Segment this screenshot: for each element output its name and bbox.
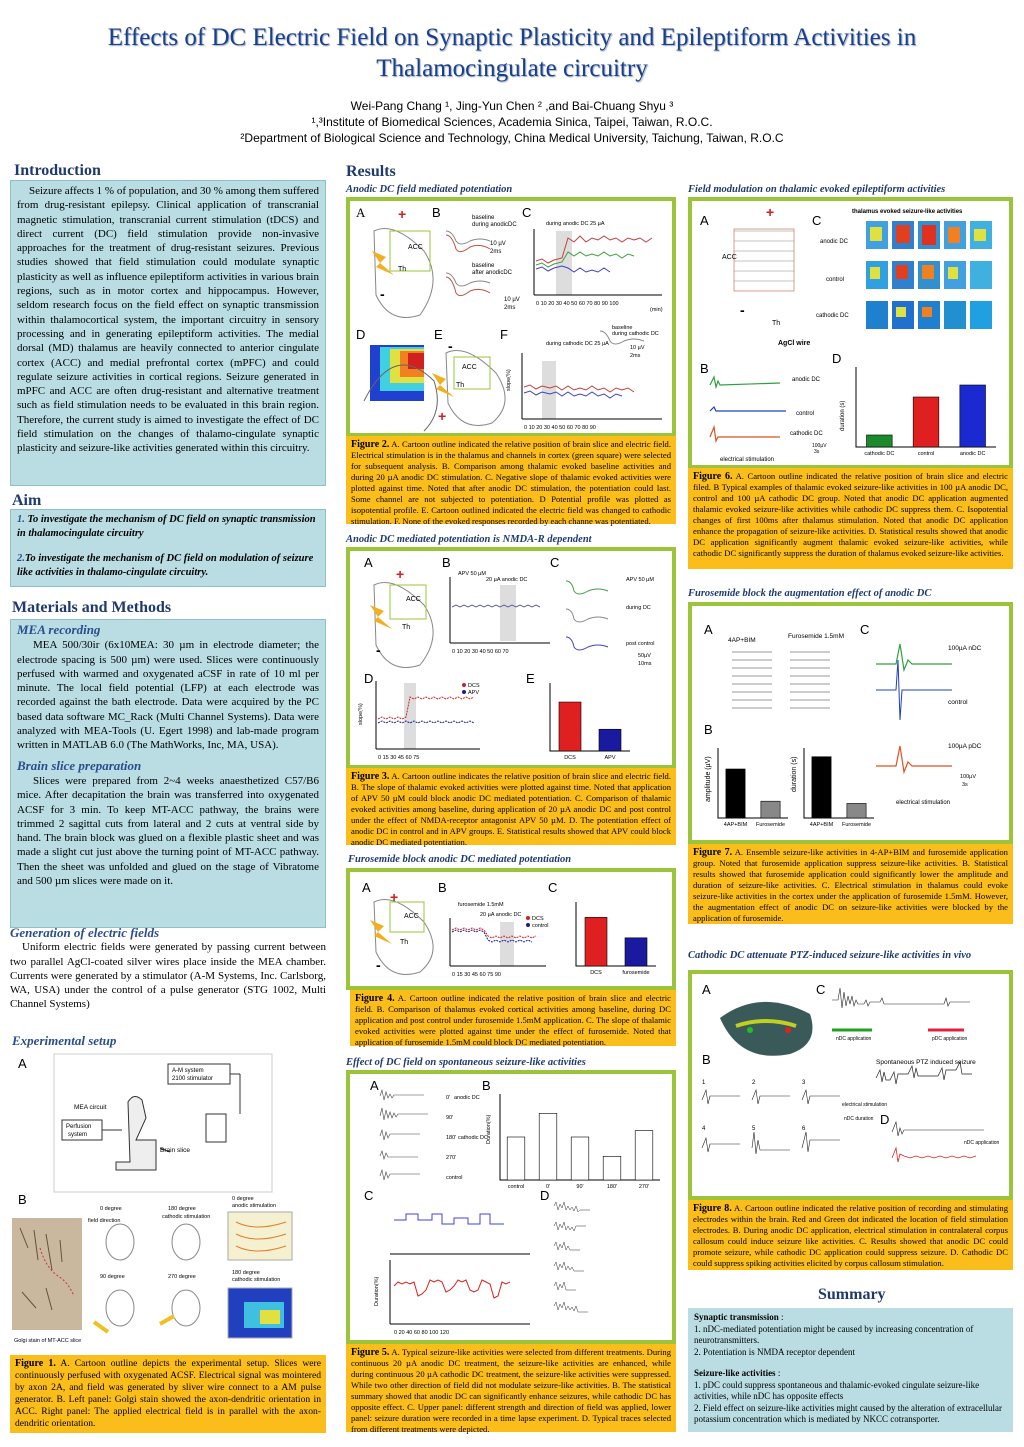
field-text: Uniform electric fields were generated by passing current between two parallel AgCl-coated silver wires place inside the MEA chamber. Currents were generated by a stimulator (A-M Systems, Inc. Carlsborg, WA, USA) under the control of a pulse generator (STG 1002, Multi Channel Systems) <box>10 941 326 1011</box>
svg-text:Th: Th <box>398 266 407 273</box>
svg-text:C: C <box>812 213 822 228</box>
fig5-bar-chart <box>500 1094 660 1190</box>
svg-text:3s: 3s <box>814 449 820 455</box>
svg-text:-: - <box>448 338 453 354</box>
svg-text:anodic DC: anodic DC <box>792 377 821 383</box>
svg-text:50µV: 50µV <box>638 653 651 659</box>
svg-text:ACC: ACC <box>462 364 477 371</box>
introduction-text: Seizure affects 1 % of population, and 30 % among them suffered from drug-resistant epilepsy. Clinical application of transcranial magnetic stimulation, transcranial current stimulation (tDCS) and direct current (DC) field stimulation provide non-invasive approaches for the treatment of drug-resistant seizures. Previous studies showed that field stimulation could modulate synaptic plasticity as well as influence epileptiform activities in various brain regions, such as in motor cortex and hippocampus. However, seldom research focus on the field effect on synaptic transmission within thalamocortical system, the important circuitry in sensory processing and in generating epileptiform activities. The medial dorsal (MD) thalamus are heavily connected to anterior cingulate cortex (ACC) and medial prefrontal cortex (mPFC) and could regulate seizure activities in cortical regions. Seizure generated in mPFC and ACC are often drug-resistant and alternative treatment such as field stimulation needs to be evaluated in this brain region. Therefore, the current study is aimed to investigate the effect of DC field stimulation on the changes of thalamo-cingulate synaptic plasticity and seizure-like activities generated within this circuitry. <box>10 180 326 486</box>
svg-text:during DC: during DC <box>626 605 651 611</box>
bar-1 <box>761 801 780 818</box>
svg-text:100µA pDC: 100µA pDC <box>948 743 982 750</box>
svg-text:control: control <box>948 699 968 706</box>
affiliation-1: ¹,³Institute of Biomedical Sciences, Academia Sinica, Taipei, Taiwan, R.O.C. <box>311 115 713 129</box>
bar-3 <box>603 1156 621 1180</box>
slice-outline-90 <box>106 1290 134 1326</box>
figure-3-graphic <box>350 551 672 765</box>
fig8-title: Cathodic DC attenuate PTZ-induced seizure-like activities in vivo <box>688 950 972 961</box>
slope-trace-2 <box>536 252 634 267</box>
svg-text:APV 50 µM: APV 50 µM <box>458 571 486 577</box>
bar-1 <box>539 1113 557 1180</box>
slice-outline-270 <box>172 1290 200 1326</box>
svg-text:+: + <box>766 204 775 220</box>
fig3-bar-chart <box>550 683 630 761</box>
svg-text:B: B <box>704 722 713 737</box>
cathodic-stim-label-2: cathodic stimulation <box>232 1277 281 1283</box>
svg-text:ACC: ACC <box>406 596 421 603</box>
svg-text:D: D <box>356 327 366 342</box>
svg-text:baseline: baseline <box>612 325 633 331</box>
fig7-title: Furosemide block the augmentation effect of anodic DC <box>688 588 932 599</box>
figure-6-graphic <box>692 201 1009 465</box>
bar-label-1: 0' <box>545 1184 551 1190</box>
svg-text:B: B <box>438 880 447 895</box>
svg-text:slope(%): slope(%) <box>358 703 364 725</box>
figure-7-panel <box>688 602 1013 844</box>
svg-text:nDC application: nDC application <box>964 1140 1000 1146</box>
svg-text:100µV: 100µV <box>812 443 827 449</box>
bar-label-2: anodic DC <box>959 451 986 457</box>
fig2-title: Anodic DC field mediated potentiation <box>346 184 513 195</box>
bar-label-4: 270' <box>638 1184 650 1190</box>
svg-text:during anodicDC: during anodicDC <box>472 222 517 228</box>
figure-1-graphic <box>10 1052 326 1352</box>
svg-text:D: D <box>364 671 374 686</box>
slice-outline-0 <box>106 1224 134 1260</box>
aim-item-2: 2.To investigate the mechanism of DC field on modulation of seizure like activities in thalamo-cingulate circuitry. <box>17 553 314 578</box>
svg-text:10 µV: 10 µV <box>504 297 520 303</box>
svg-text:0 10 20 30 40 50 60 70 80 90: 0 10 20 30 40 50 60 70 80 90 <box>524 425 596 431</box>
figure-5-graphic <box>350 1074 672 1340</box>
bar-4 <box>635 1131 653 1180</box>
aim-heading: Aim <box>12 492 42 509</box>
summary-heading: Summary <box>818 1286 886 1303</box>
svg-text:0 15 30 45 60 75 90: 0 15 30 45 60 75 90 <box>452 972 501 978</box>
svg-text:anodic DC: anodic DC <box>454 1095 480 1101</box>
affiliation-2: ²Department of Biological Science and Technology, China Medical University, Taichung, Taiwan, R.O.C <box>240 131 784 145</box>
svg-text:duration (s): duration (s) <box>791 756 798 792</box>
svg-text:0 20 40 60 80 100 120: 0 20 40 60 80 100 120 <box>394 1330 450 1336</box>
svg-text:DCS: DCS <box>532 916 544 922</box>
bar-1 <box>625 938 647 966</box>
bar-1 <box>599 729 621 751</box>
svg-text:2ms: 2ms <box>490 249 502 255</box>
svg-text:E: E <box>526 671 535 686</box>
figure-3-caption: Figure 3. A. Cartoon outline indicates the relative position of brain slice and electric field. B. The slope of thalamic evoked activities were plotted against time. Noted that application of APV 50 µM could block anodic DC mediated potentiation. C. Comparison of thalamic evoked activities among baseline, during application of 20 µA anodic DC and post control under the effect of NMDA-receptor antagonist APV 50 µM. D. The potentiation effect of anodic DC in control and in APV groups. E. Statistical results showed that APV could block anodic DC mediated potentiation. <box>346 768 676 845</box>
svg-text:+: + <box>438 408 447 424</box>
bar-label-0: DCS <box>590 970 602 976</box>
svg-text:4: 4 <box>702 1126 706 1132</box>
svg-text:A: A <box>704 622 713 637</box>
field-direction-label: field direction <box>88 1218 121 1224</box>
seizure-traces-d <box>554 1202 590 1312</box>
figure-2-caption: Figure 2. A. Cartoon outline indicated the relative position of brain slice and electric field. Electrical stimulation is in the thalamus and channels in cortex (green square) were selected for subsequent analysis. B. Comparison among thalamic evoked baseline activities and during 20 µA anodic DC stimulation. C. Negative slope of thalamic evoked activities were plotted against time. Noted that after anodic DC stimulation, the potentiation could last. Some channel are not subjected to potentiation. D Potential profile was plotted as isopotential profile. E. Cartoon outlined indicated the electric field was changed to cathodic stimulation. F. None of the evoked responses recorded by each channe was potentiated. <box>346 436 676 524</box>
figure-7-graphic <box>692 606 1009 840</box>
figure-5-panel <box>346 1070 676 1344</box>
bar-label-1: APV <box>604 755 616 761</box>
svg-text:post control: post control <box>626 641 655 647</box>
svg-text:+: + <box>390 889 399 905</box>
svg-text:electrical stimulation: electrical stimulation <box>720 457 775 463</box>
bar-0 <box>867 435 893 447</box>
bar-1 <box>913 397 939 447</box>
dc-protocol-trace <box>394 1214 504 1224</box>
fig6-title: Field modulation on thalamic evoked epileptiform activities <box>688 184 946 195</box>
svg-text:10ms: 10ms <box>638 661 652 667</box>
in-vivo-trace-c <box>832 988 970 1008</box>
methods-heading: Materials and Methods <box>12 599 172 616</box>
trace-baseline-1 <box>446 231 490 244</box>
anodic-stim-label: anodic stimulation <box>232 1203 277 1209</box>
figure-7-caption: Figure 7. A. Ensemble seizure-like activities in 4-AP+BIM and furosemide application group. Noted that furosemide application suppress seizure-like activities. B. Statistical results showed that furosemide application could significantly lower the amplitude and duration of seizure-like activities. C. Electrical stimulation in thalamus could evoke seizure-like activities in the cortex under the application of furosemide 1.5mM. However, the augmentation effect of anodic DC on seizure-like activities were blocked by the application of furosemide. <box>688 844 1013 924</box>
mea-text: MEA 500/30ir (6x10MEA: 30 µm in electrode diameter; the electrode spacing is 500 µm) were used. Slices were continuously perfused with warmed and oxygenated aCSF in rate of 10 ml per minute. The local field potential (LFP) at each electrode was recorded against the bath electrode. Data were acquired by the PC based data software MC_Rack (Multi Channel Systems). Data were analyzed with MEA-Tools (U. Egert 1998) and lab-made program written in MATLAB 6.0 (The MathWorks, Inc, MA, USA). <box>17 639 319 752</box>
bar-0 <box>726 769 745 818</box>
bar-label-1: Furosemide <box>755 822 786 828</box>
svg-text:B: B <box>482 1078 491 1093</box>
svg-text:baseline: baseline <box>472 263 495 269</box>
svg-text:-: - <box>376 957 381 973</box>
bar-2 <box>571 1137 589 1180</box>
slice-outline-180 <box>172 1224 200 1260</box>
svg-text:B: B <box>702 1052 711 1067</box>
svg-text:0 15 30 45 60 75: 0 15 30 45 60 75 <box>378 755 420 761</box>
svg-text:0': 0' <box>446 1095 451 1101</box>
svg-text:90': 90' <box>446 1115 454 1121</box>
bar-0 <box>559 702 581 751</box>
summary-box: Synaptic transmission : 1. nDC-mediated potentiation might be caused by increasing concentration of neurotransmitters. 2. Potentiation is NMDA receptor dependent Seizure-like activities : 1. pDC could suppress spontaneous and thalamic-evoked cingulate seizure-like activities, while nDC has opposite effects 2. Field effect on seizure-like activities might caused by the alteration of extracellular potassium concentration which is mediated by NKCC cotransporter. <box>688 1308 1013 1432</box>
ensemble-traces <box>732 652 830 708</box>
bar-label-2: 90' <box>576 1184 584 1190</box>
trace-after-anodic <box>446 277 490 296</box>
mea-heading: MEA recording <box>17 622 101 637</box>
svg-text:control: control <box>796 411 815 417</box>
svg-text:C: C <box>548 880 558 895</box>
svg-text:+: + <box>396 566 405 582</box>
svg-text:APV: APV <box>468 690 480 696</box>
svg-text:B: B <box>442 555 451 570</box>
svg-text:-: - <box>376 642 381 658</box>
svg-text:A: A <box>356 205 366 220</box>
slice-outline <box>374 229 433 318</box>
svg-text:0 10 20 30 40 50 60 70 80 90 1: 0 10 20 30 40 50 60 70 80 90 100 <box>536 301 619 307</box>
svg-text:ACC: ACC <box>408 244 423 251</box>
svg-text:furosemide 1.5mM: furosemide 1.5mM <box>458 902 504 908</box>
svg-text:E: E <box>434 327 443 342</box>
svg-text:2ms: 2ms <box>504 305 516 311</box>
figure-4-caption: Figure 4. A. Cartoon outline indicated the relative position of brain slice and electric field. B. Comparison of thalamus evoked cortical activities among baseline, during DC application and post control under furosemide 1.5mM application. C. The slope of thalamic evoked activities were plotted against time under the effect of furosemide. Noted that application of furosemide 1.5mM could block DC mediated potentiation. <box>350 990 676 1046</box>
svg-text:thalamus evoked seizure-like a: thalamus evoked seizure-like activities <box>852 209 963 215</box>
bar-label-3: 180' <box>606 1184 618 1190</box>
svg-text:20 µA anodic DC: 20 µA anodic DC <box>486 577 528 583</box>
authors-block <box>0 98 1024 146</box>
svg-text:20 µA anodic DC: 20 µA anodic DC <box>480 912 522 918</box>
field-heading: Generation of electric fields <box>10 925 160 940</box>
svg-text:slope(%): slope(%) <box>506 369 512 391</box>
cathodic-stim-label: cathodic stimulation <box>162 1214 211 1220</box>
figure-8-panel <box>688 970 1013 1200</box>
svg-text:3s: 3s <box>962 782 968 788</box>
slope-trace-1 <box>536 236 652 263</box>
introduction-heading: Introduction <box>14 162 101 179</box>
field-block <box>10 926 326 1012</box>
deg90-label: 90 degree <box>100 1274 125 1280</box>
svg-text:A: A <box>700 213 709 228</box>
svg-text:-: - <box>380 286 385 302</box>
svg-text:10 µV: 10 µV <box>490 241 506 247</box>
svg-text:Duration(%): Duration(%) <box>486 1114 492 1144</box>
svg-text:10 µV: 10 µV <box>630 345 645 351</box>
slice-heading: Brain slice preparation <box>17 757 142 773</box>
svg-text:Th: Th <box>456 382 465 389</box>
fig7-duration-chart <box>804 748 874 828</box>
svg-text:100µV: 100µV <box>960 774 977 780</box>
svg-text:D: D <box>832 351 842 366</box>
svg-text:A: A <box>370 1078 379 1093</box>
bar-label-0: DCS <box>564 755 576 761</box>
bar-2 <box>960 385 986 447</box>
svg-text:C: C <box>522 205 532 220</box>
svg-text:D: D <box>880 1112 890 1127</box>
svg-text:A: A <box>364 555 373 570</box>
aim-item-1: 1. To investigate the mechanism of DC field on synaptic transmission in thalamocingulate circuitry <box>17 514 316 539</box>
figure-2-graphic <box>350 201 672 433</box>
isopotential-map-1 <box>228 1212 292 1260</box>
stimulator-box <box>206 1114 226 1142</box>
figure-8-caption: Figure 8. A. Cartoon outline indicated the relative position of recording and stimulating electrodes within the brain. Red and Green dot indicated the location of field stimulation electrodes. B. During anodic DC application, electrical stimulation in contralateral corpus callosum could induce seizure like activities. C. Results showed that anodic DC could promote seizure, while cathodic DC application could suppress seizure. D. Cathodic DC could suppress spiking activities elicited by corpus callosum stimulation. <box>688 1200 1013 1270</box>
mea-circuit-label: MEA circuit <box>74 1104 107 1111</box>
svg-text:control: control <box>532 923 549 929</box>
svg-text:during anodic DC 25 µA: during anodic DC 25 µA <box>546 221 605 227</box>
deg270-label: 270 degree <box>168 1274 196 1280</box>
figure-1 <box>10 1052 326 1352</box>
svg-text:A: A <box>362 880 371 895</box>
trace-cathodic <box>710 427 780 441</box>
bar-label-0: control <box>507 1184 525 1190</box>
bar-label-1: furosemide <box>622 970 650 976</box>
trace-anodic-1 <box>446 235 490 252</box>
figure-4-panel <box>346 868 676 990</box>
svg-text:C: C <box>816 982 826 997</box>
golgi-label: Golgi stain of MT-ACC slice <box>14 1338 82 1344</box>
slice-text: Slices were prepared from 2~4 weeks anaesthetized C57/B6 mice. After decapitation the brain was transferred into oxygenated ACSF for 3 min. To keep MT-ACC pathway, the brains were trimmed 2 sagittal cuts from lateral and 2 cuts at ventral side by hand. The brain block was glued on a flexible plastic sheet and was made a slight cut just above the turning point of MT-ACC pathway. Then the sheet was unfolded and glued on the stage of Vibratome and 500 µm slices were made on it. <box>17 774 319 888</box>
fig4-title: Furosemide block anodic DC mediated potentiation <box>348 854 572 865</box>
svg-text:F: F <box>500 327 508 342</box>
figure-8-graphic <box>692 974 1009 1196</box>
deg180-label: 180 degree <box>168 1206 196 1212</box>
svg-text:DCS: DCS <box>468 683 480 689</box>
bar-label-0: 4AP+BIM <box>723 822 748 828</box>
svg-text:B: B <box>432 205 441 220</box>
svg-text:3: 3 <box>802 1080 806 1086</box>
brain-3d <box>720 1002 813 1056</box>
fig4-bar-chart <box>576 902 656 976</box>
svg-text:Th: Th <box>402 624 411 631</box>
seizure-traces-a <box>380 1090 428 1180</box>
svg-text:Furosemide 1.5mM: Furosemide 1.5mM <box>788 633 844 640</box>
svg-text:2: 2 <box>752 1080 756 1086</box>
bar-label-1: control <box>917 451 935 457</box>
duration-trace <box>394 1280 510 1298</box>
perfusion-label: Perfusion <box>66 1124 92 1130</box>
figure-3-panel <box>346 547 676 769</box>
svg-text:Th: Th <box>400 939 409 946</box>
svg-text:6: 6 <box>802 1126 806 1132</box>
slice-traces <box>734 231 794 281</box>
deg0-anodic-label: 0 degree <box>232 1196 254 1202</box>
system-label: system <box>68 1132 88 1138</box>
svg-text:270': 270' <box>446 1155 457 1161</box>
svg-text:C: C <box>860 622 870 637</box>
svg-text:duration (s): duration (s) <box>840 400 846 431</box>
fig5-title: Effect of DC field on spontaneous seizure-like activities <box>346 1057 586 1068</box>
bar-label-0: 4AP+BIM <box>809 822 834 828</box>
svg-text:cathodic DC: cathodic DC <box>816 313 849 319</box>
fig7-amplitude-chart <box>718 748 788 828</box>
svg-text:ACC: ACC <box>404 913 419 920</box>
svg-text:C: C <box>364 1188 374 1203</box>
svg-text:baseline: baseline <box>472 215 495 221</box>
fig1-label-b: B <box>18 1192 27 1207</box>
svg-text:5: 5 <box>752 1126 756 1132</box>
svg-text:during cathodic DC: during cathodic DC <box>612 331 659 337</box>
figure-5-caption: Figure 5. A. Typical seizure-like activities were selected from different treatments. During continuous 20 µA anodic DC treatment, the seizure-like activities are enhanced, while during continuous 20 µA cathodic DC treatment, the seizure-like activities were suppressed. While two other direction of field did not modulate seizure-like activities. B. The statistical summary showed that anodic DC can significantly enhance seizures, while cathodic DC has opposite effect. C. Upper panel: different strength and direction of field was applied, lower panel: seizure duration were recorded in a time lapse experiment. D. Typical traces selected from different treatments were depicted. <box>346 1344 676 1432</box>
svg-text:AgCl wire: AgCl wire <box>778 340 811 347</box>
svg-text:after anodicDC: after anodicDC <box>472 270 513 276</box>
fig3-title: Anodic DC mediated potentiation is NMDA-R dependent <box>346 534 592 545</box>
svg-text:A: A <box>702 982 711 997</box>
bar-0 <box>507 1137 525 1180</box>
poster-title: Effects of DC Electric Field on Synaptic Plasticity and Epileptiform Activities in Thalamocingulate circuitry <box>107 24 917 82</box>
fig6-bar-chart <box>856 367 996 457</box>
svg-text:Th: Th <box>772 320 781 327</box>
svg-text:Duration(%): Duration(%) <box>374 1276 380 1306</box>
aim-box <box>10 509 326 587</box>
svg-text:cathodic DC: cathodic DC <box>790 431 823 437</box>
brain-slice-label: Brain slice <box>160 1147 190 1154</box>
svg-text:amplitude (µV): amplitude (µV) <box>705 756 712 802</box>
fig1-label-a: A <box>18 1056 27 1071</box>
bar-label-1: Furosemide <box>841 822 872 828</box>
figure-6-panel <box>688 197 1013 469</box>
am-system-label: A-M system <box>172 1068 204 1074</box>
svg-text:anodic DC: anodic DC <box>820 239 849 245</box>
results-heading: Results <box>346 163 396 180</box>
svg-text:during cathodic DC 25 µA: during cathodic DC 25 µA <box>546 341 609 347</box>
svg-text:APV 50 µM: APV 50 µM <box>626 577 654 583</box>
svg-text:(min): (min) <box>650 307 663 313</box>
svg-text:2ms: 2ms <box>630 353 641 359</box>
svg-text:-: - <box>740 302 745 318</box>
bar-label-0: cathodic DC <box>864 451 895 457</box>
svg-text:D: D <box>540 1188 550 1203</box>
svg-text:electrical stimulation: electrical stimulation <box>842 1102 888 1108</box>
bar-0 <box>812 757 831 818</box>
svg-text:pDC application: pDC application <box>932 1036 968 1042</box>
svg-text:control: control <box>826 277 845 283</box>
bar-0 <box>585 917 607 966</box>
svg-text:0 10 20 30 40 50 60 70: 0 10 20 30 40 50 60 70 <box>452 649 509 655</box>
svg-text:ACC: ACC <box>722 254 737 261</box>
svg-text:+: + <box>398 206 407 222</box>
figure-2-panel <box>346 197 676 437</box>
bar-1 <box>847 803 866 818</box>
figure-1-caption: Figure 1. A. Cartoon outline depicts the experimental setup. Slices were continuously perfused with oxygenated ACSF. Electrical signal was mointered by axon 2A, and field was generated by sliver wire connect to a AM pulse generator. B. Left panel: Golgi stain showed the axon-dendritic orientation in ACC. Right panel: The applied electrical field is in parallel with the axon-dendritic orientation. <box>10 1355 326 1433</box>
svg-text:Spontaneous PTZ induced seizur: Spontaneous PTZ induced seizure <box>876 1059 976 1066</box>
setup-heading: Experimental setup <box>12 1033 117 1048</box>
svg-text:4AP+BIM: 4AP+BIM <box>728 637 756 644</box>
trace-anodic <box>710 377 780 387</box>
field-arrows <box>94 1316 174 1332</box>
deg0-label: 0 degree <box>100 1206 122 1212</box>
svg-text:C: C <box>550 555 560 570</box>
methods-box <box>10 619 326 928</box>
trace-control <box>710 407 786 411</box>
svg-text:100µA nDC: 100µA nDC <box>948 645 982 652</box>
deg180b-label: 180 degree <box>232 1270 260 1276</box>
svg-text:nDC duration: nDC duration <box>844 1116 874 1122</box>
isopotential-heatmaps <box>866 221 992 329</box>
stimulator-label: 2100 stimulator <box>172 1076 214 1082</box>
figure-4-graphic <box>350 872 672 986</box>
svg-text:1: 1 <box>702 1080 706 1086</box>
svg-text:180': 180' <box>446 1135 457 1141</box>
svg-text:B: B <box>700 361 709 376</box>
svg-text:electrical stimulation: electrical stimulation <box>896 800 951 806</box>
svg-text:nDC application: nDC application <box>836 1036 872 1042</box>
authors: Wei-Pang Chang ¹, Jing-Yun Chen ² ,and Bai-Chuang Shyu ³ <box>350 99 674 113</box>
svg-text:cathodic DC: cathodic DC <box>458 1135 488 1141</box>
figure-6-caption: Figure 6. A. Cartoon outline indicated the relative position of brain slice and electric filed. B Typical examples of thalamic evoked seizure-like activities in 100 µA anodic DC, control and 100 µA cathodic DC group. Noted that anodic DC application augmented thalamic evoked seizure-like activities while cathodic DC suppress them. C. Isopotential changes of first 100ms after thalamus stimulation. Noted that anodic DC application enhance the propagation of seizure-like activities. D. Statistical results showed that anodic DC application significantly augment thalamic evoked seizure-like activities, while cathodic DC significantly suppress the duration of thalamus evoked seizure-like activities. <box>688 468 1013 569</box>
svg-text:control: control <box>446 1175 463 1181</box>
